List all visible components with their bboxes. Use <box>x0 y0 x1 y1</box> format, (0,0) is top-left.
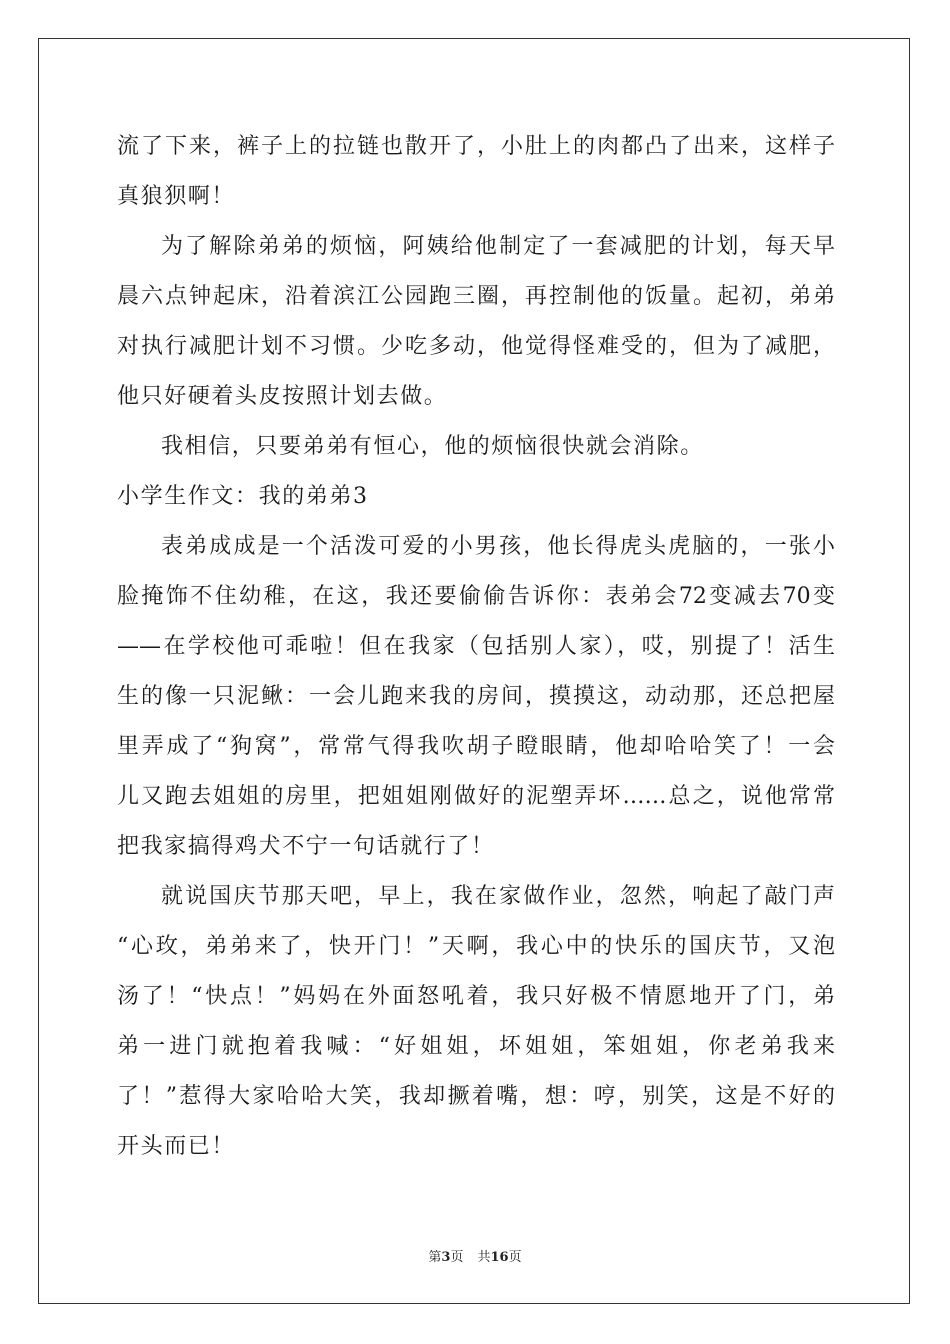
text-line: 流了下来，裤子上的拉链也散开了，小肚上的肉都凸了出来，这样子 <box>117 134 835 159</box>
text-line: 把我家搞得鸡犬不宁一句话就行了！ <box>117 834 495 859</box>
page-prefix: 第 <box>428 1250 442 1265</box>
text-line: 真狼狈啊！ <box>117 184 236 209</box>
text-line: 儿又跑去姐姐的房里，把姐姐刚做好的泥塑弄坏……总之，说他常常 <box>117 784 835 809</box>
text-line: 了！”惹得大家哈哈大笑，我却撅着嘴，想：哼，别笑，这是不好的 <box>117 1084 835 1109</box>
page-suffix: 页 <box>450 1250 464 1265</box>
text-line: 对执行减肥计划不习惯。少吃多动，他觉得怪难受的，但为了减肥， <box>117 334 835 359</box>
page-footer <box>0 1246 950 1265</box>
text-line: 晨六点钟起床，沿着滨江公园跑三圈，再控制他的饭量。起初，弟弟 <box>117 284 835 309</box>
text-line: 汤了！“快点！”妈妈在外面怒吼着，我只好极不情愿地开了门，弟 <box>117 984 835 1009</box>
paragraph-start-line: 我相信，只要弟弟有恒心，他的烦恼很快就会消除。 <box>161 434 704 459</box>
paragraph-start-line: 就说国庆节那天吧，早上，我在家做作业，忽然，响起了敲门声 <box>161 884 835 909</box>
text-line: 开头而已！ <box>117 1134 236 1159</box>
total-prefix: 共 <box>477 1250 491 1265</box>
paragraph-start-line: 为了解除弟弟的烦恼，阿姨给他制定了一套减肥的计划，每天早 <box>161 234 835 259</box>
text-line: 他只好硬着头皮按照计划去做。 <box>117 384 448 409</box>
text-line: 生的像一只泥鳅：一会儿跑来我的房间，摸摸这，动动那，还总把屋 <box>117 684 835 709</box>
text-line: 弟一进门就抱着我喊：“好姐姐，坏姐姐，笨姐姐，你老弟我来 <box>117 1034 835 1059</box>
text-line: 脸掩饰不住幼稚，在这，我还要偷偷告诉你：表弟会72变减去70变 <box>117 584 835 609</box>
text-line: “心玫，弟弟来了，快开门！”天啊，我心中的快乐的国庆节，又泡 <box>117 934 835 959</box>
document-body <box>117 122 835 1172</box>
total-pages: 16 <box>490 1250 509 1265</box>
text-line: 里弄成了“狗窝”，常常气得我吹胡子瞪眼睛，他却哈哈笑了！一会 <box>117 734 835 759</box>
text-line: ——在学校他可乖啦！但在我家（包括别人家），哎，别提了！活生 <box>117 634 835 659</box>
paragraph-start-line: 表弟成成是一个活泼可爱的小男孩，他长得虎头虎脑的，一张小 <box>161 534 835 559</box>
section-heading: 小学生作文：我的弟弟3 <box>117 484 369 509</box>
page-number: 3 <box>441 1250 451 1265</box>
total-suffix: 页 <box>508 1250 522 1265</box>
